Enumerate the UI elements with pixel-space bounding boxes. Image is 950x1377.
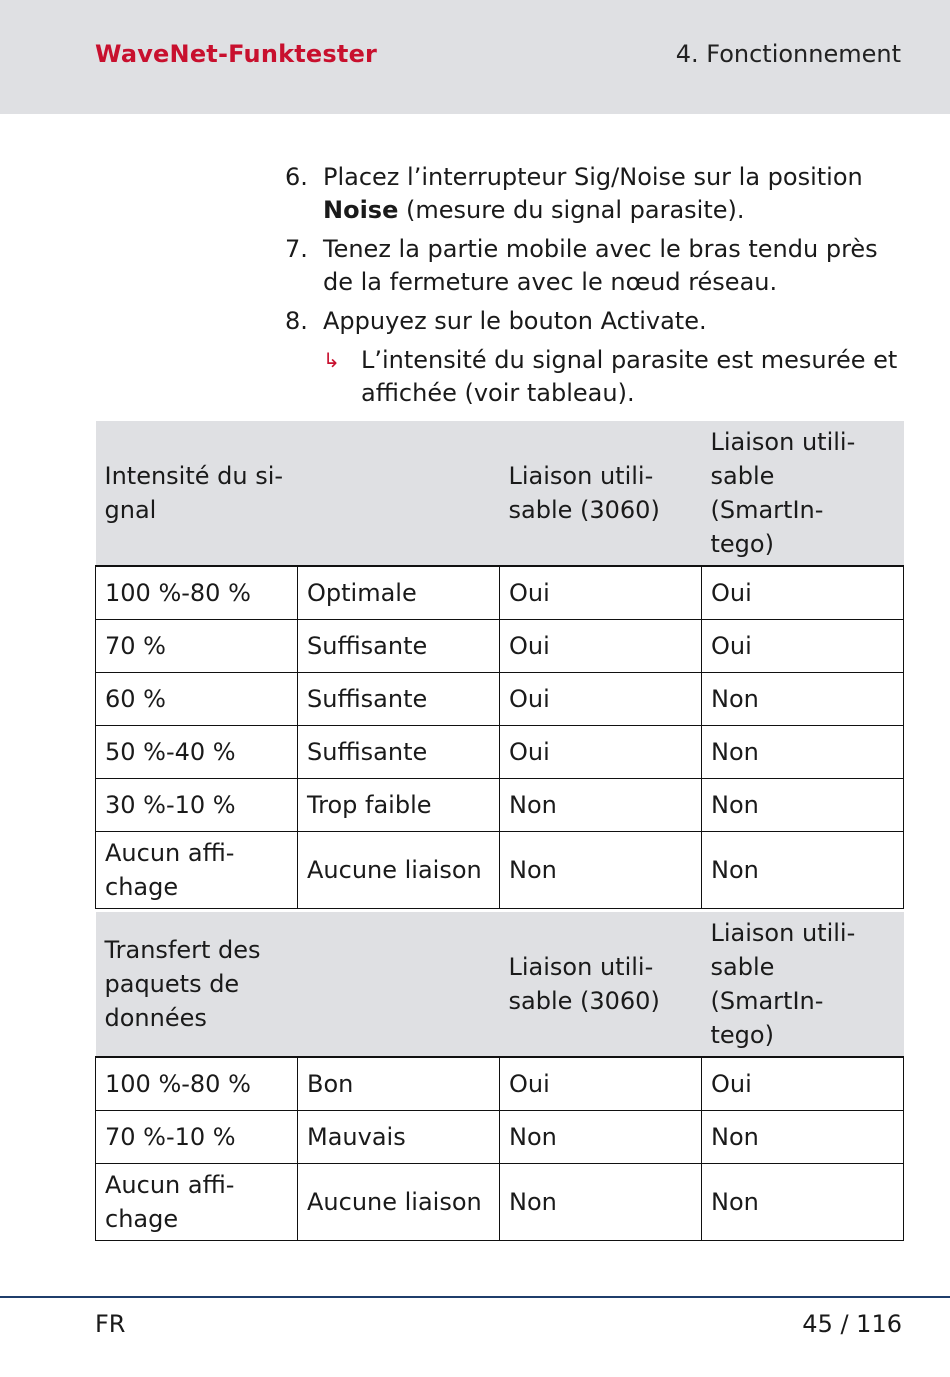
table-cell: 30 %-10 % bbox=[96, 779, 298, 832]
step-number: 7. bbox=[285, 235, 308, 263]
table-cell: Oui bbox=[500, 726, 702, 779]
table-header-cell: Liaison utili- sable (3060) bbox=[500, 421, 702, 566]
table-cell: Non bbox=[702, 1111, 904, 1164]
table-cell: Oui bbox=[500, 1057, 702, 1111]
step-text-part: (mesure du signal parasite). bbox=[398, 196, 745, 224]
table-cell: Oui bbox=[500, 566, 702, 620]
table-row bbox=[96, 1111, 904, 1164]
step-text: Tenez la partie mobile avec le bras tendu près de la fermeture avec le nœud réseau. bbox=[323, 235, 878, 296]
table-row bbox=[96, 566, 904, 620]
table-cell: 70 % bbox=[96, 620, 298, 673]
table-header-row bbox=[96, 421, 904, 566]
table-cell: 70 %-10 % bbox=[96, 1111, 298, 1164]
table-row bbox=[96, 726, 904, 779]
table-cell: Suffisante bbox=[298, 673, 500, 726]
table-header-cell bbox=[298, 912, 500, 1057]
table-cell: 100 %-80 % bbox=[96, 1057, 298, 1111]
result-arrow-icon: ↳ bbox=[323, 348, 340, 372]
footer-divider bbox=[0, 1296, 950, 1298]
page-number: 45 / 116 bbox=[802, 1310, 902, 1338]
table-cell: Bon bbox=[298, 1057, 500, 1111]
table-cell: Aucune liaison bbox=[298, 1164, 500, 1241]
table-cell: 60 % bbox=[96, 673, 298, 726]
chapter-title: 4. Fonctionnement bbox=[675, 40, 901, 68]
table-cell: 50 %-40 % bbox=[96, 726, 298, 779]
table-cell: Aucune liaison bbox=[298, 832, 500, 909]
table-cell: Trop faible bbox=[298, 779, 500, 832]
table-row bbox=[96, 832, 904, 909]
step-text bbox=[323, 161, 908, 227]
step-number: 8. bbox=[285, 307, 308, 335]
table-cell: Oui bbox=[500, 620, 702, 673]
table-cell: Non bbox=[702, 1164, 904, 1241]
table-cell: Non bbox=[702, 779, 904, 832]
step-text-part: Placez l’interrupteur Sig/Noise sur la position bbox=[323, 163, 863, 191]
table-header-cell bbox=[298, 421, 500, 566]
table-cell: Non bbox=[500, 832, 702, 909]
signal-strength-table bbox=[95, 421, 904, 909]
table-cell: Non bbox=[702, 673, 904, 726]
table-header-cell: Transfert des paquets de données bbox=[96, 912, 298, 1057]
result-text: L’intensité du signal parasite est mesurée et affichée (voir tableau). bbox=[361, 346, 898, 407]
table-cell: Non bbox=[702, 832, 904, 909]
table-cell: Optimale bbox=[298, 566, 500, 620]
table-cell: Mauvais bbox=[298, 1111, 500, 1164]
step-text-bold: Noise bbox=[323, 196, 399, 224]
table-header-row bbox=[96, 912, 904, 1057]
table-cell: Non bbox=[702, 726, 904, 779]
table-header-cell: Intensité du si- gnal bbox=[96, 421, 298, 566]
table-cell: Non bbox=[500, 1111, 702, 1164]
table-cell: Aucun affi- chage bbox=[96, 1164, 298, 1241]
brand-title: WaveNet-Funktester bbox=[95, 40, 378, 68]
table-row bbox=[96, 1164, 904, 1241]
table-cell: Non bbox=[500, 1164, 702, 1241]
packet-transfer-table bbox=[95, 912, 904, 1241]
page-header bbox=[0, 0, 950, 114]
table-row bbox=[96, 620, 904, 673]
table-header-cell: Liaison utili- sable (SmartIn- tego) bbox=[702, 421, 904, 566]
table-row bbox=[96, 673, 904, 726]
table-header-cell: Liaison utili- sable (3060) bbox=[500, 912, 702, 1057]
table-cell: Suffisante bbox=[298, 620, 500, 673]
table-cell: Oui bbox=[500, 673, 702, 726]
table-cell: Suffisante bbox=[298, 726, 500, 779]
table-header-cell: Liaison utili- sable (SmartIn- tego) bbox=[702, 912, 904, 1057]
table-cell: 100 %-80 % bbox=[96, 566, 298, 620]
table-cell: Oui bbox=[702, 566, 904, 620]
step-number: 6. bbox=[285, 163, 308, 191]
table-cell: Oui bbox=[702, 620, 904, 673]
step-text: Appuyez sur le bouton Activate. bbox=[323, 307, 707, 335]
table-row bbox=[96, 779, 904, 832]
table-row bbox=[96, 1057, 904, 1111]
footer-language: FR bbox=[95, 1310, 126, 1338]
table-cell: Non bbox=[500, 779, 702, 832]
table-cell: Aucun affi- chage bbox=[96, 832, 298, 909]
table-cell: Oui bbox=[702, 1057, 904, 1111]
